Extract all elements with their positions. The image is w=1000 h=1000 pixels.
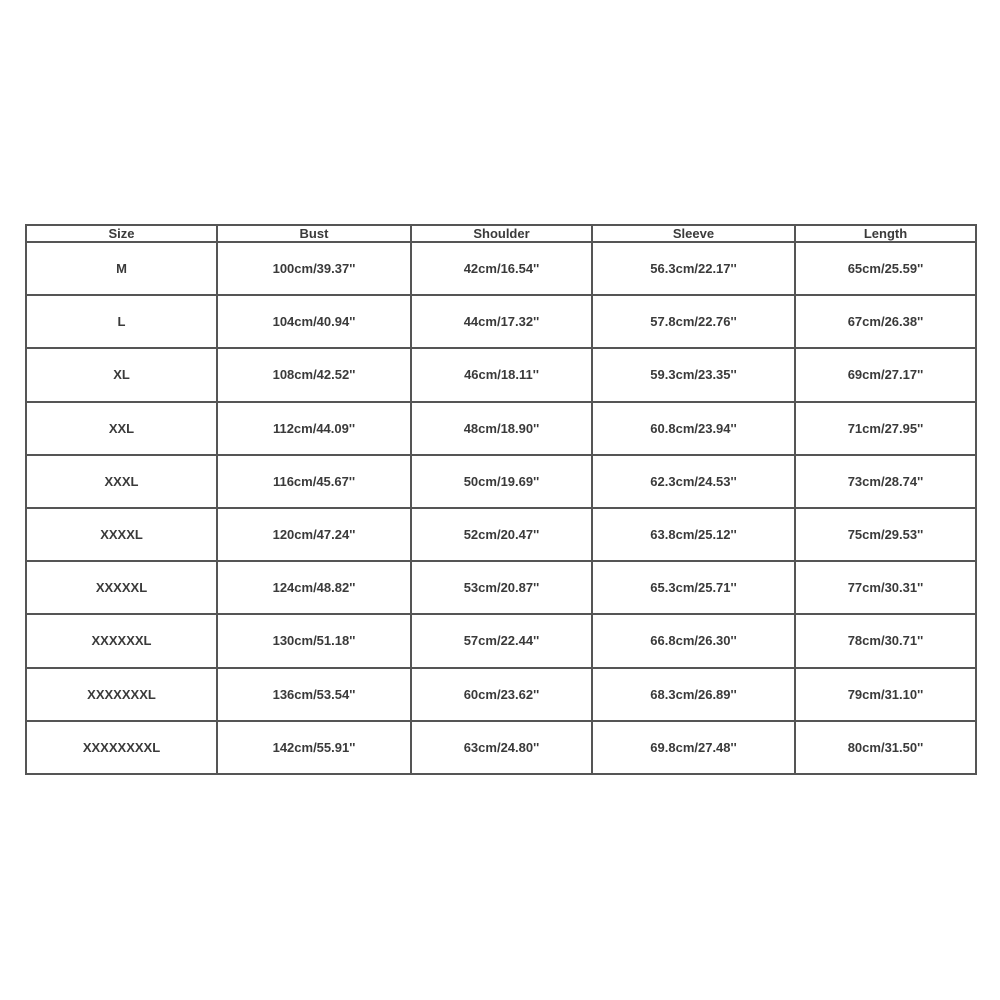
header-cell-length: Length xyxy=(795,225,976,242)
cell-size: XXXXXXXXL xyxy=(26,721,217,774)
cell-sleeve: 66.8cm/26.30'' xyxy=(592,614,795,667)
cell-size: M xyxy=(26,242,217,295)
cell-length: 73cm/28.74'' xyxy=(795,455,976,508)
cell-shoulder: 44cm/17.32'' xyxy=(411,295,592,348)
table-row xyxy=(26,455,976,508)
size-chart-table xyxy=(25,224,977,775)
cell-size: XXXL xyxy=(26,455,217,508)
header-row xyxy=(26,225,976,242)
cell-sleeve: 59.3cm/23.35'' xyxy=(592,348,795,401)
cell-bust: 112cm/44.09'' xyxy=(217,402,411,455)
cell-sleeve: 63.8cm/25.12'' xyxy=(592,508,795,561)
table-row xyxy=(26,508,976,561)
table-row xyxy=(26,668,976,721)
cell-sleeve: 65.3cm/25.71'' xyxy=(592,561,795,614)
cell-length: 79cm/31.10'' xyxy=(795,668,976,721)
cell-length: 71cm/27.95'' xyxy=(795,402,976,455)
cell-sleeve: 62.3cm/24.53'' xyxy=(592,455,795,508)
table-row xyxy=(26,295,976,348)
cell-sleeve: 57.8cm/22.76'' xyxy=(592,295,795,348)
cell-bust: 104cm/40.94'' xyxy=(217,295,411,348)
cell-length: 69cm/27.17'' xyxy=(795,348,976,401)
cell-sleeve: 56.3cm/22.17'' xyxy=(592,242,795,295)
cell-bust: 136cm/53.54'' xyxy=(217,668,411,721)
cell-sleeve: 68.3cm/26.89'' xyxy=(592,668,795,721)
cell-size: L xyxy=(26,295,217,348)
cell-bust: 120cm/47.24'' xyxy=(217,508,411,561)
cell-length: 77cm/30.31'' xyxy=(795,561,976,614)
table-row xyxy=(26,242,976,295)
table-row xyxy=(26,348,976,401)
table-row xyxy=(26,614,976,667)
cell-bust: 108cm/42.52'' xyxy=(217,348,411,401)
cell-sleeve: 69.8cm/27.48'' xyxy=(592,721,795,774)
table-body xyxy=(26,242,976,774)
cell-length: 65cm/25.59'' xyxy=(795,242,976,295)
cell-shoulder: 57cm/22.44'' xyxy=(411,614,592,667)
cell-shoulder: 63cm/24.80'' xyxy=(411,721,592,774)
cell-length: 80cm/31.50'' xyxy=(795,721,976,774)
header-cell-bust: Bust xyxy=(217,225,411,242)
cell-shoulder: 46cm/18.11'' xyxy=(411,348,592,401)
cell-length: 75cm/29.53'' xyxy=(795,508,976,561)
cell-bust: 142cm/55.91'' xyxy=(217,721,411,774)
cell-shoulder: 60cm/23.62'' xyxy=(411,668,592,721)
cell-sleeve: 60.8cm/23.94'' xyxy=(592,402,795,455)
cell-shoulder: 53cm/20.87'' xyxy=(411,561,592,614)
cell-size: XXXXXL xyxy=(26,561,217,614)
cell-size: XXL xyxy=(26,402,217,455)
cell-shoulder: 42cm/16.54'' xyxy=(411,242,592,295)
cell-shoulder: 50cm/19.69'' xyxy=(411,455,592,508)
cell-bust: 116cm/45.67'' xyxy=(217,455,411,508)
table-row xyxy=(26,721,976,774)
header-cell-shoulder: Shoulder xyxy=(411,225,592,242)
table-row xyxy=(26,402,976,455)
cell-length: 78cm/30.71'' xyxy=(795,614,976,667)
header-cell-sleeve: Sleeve xyxy=(592,225,795,242)
cell-size: XXXXL xyxy=(26,508,217,561)
cell-shoulder: 48cm/18.90'' xyxy=(411,402,592,455)
cell-shoulder: 52cm/20.47'' xyxy=(411,508,592,561)
table-row xyxy=(26,561,976,614)
cell-bust: 130cm/51.18'' xyxy=(217,614,411,667)
cell-length: 67cm/26.38'' xyxy=(795,295,976,348)
header-cell-size: Size xyxy=(26,225,217,242)
cell-size: XXXXXXXL xyxy=(26,668,217,721)
cell-size: XXXXXXL xyxy=(26,614,217,667)
cell-bust: 124cm/48.82'' xyxy=(217,561,411,614)
cell-size: XL xyxy=(26,348,217,401)
cell-bust: 100cm/39.37'' xyxy=(217,242,411,295)
